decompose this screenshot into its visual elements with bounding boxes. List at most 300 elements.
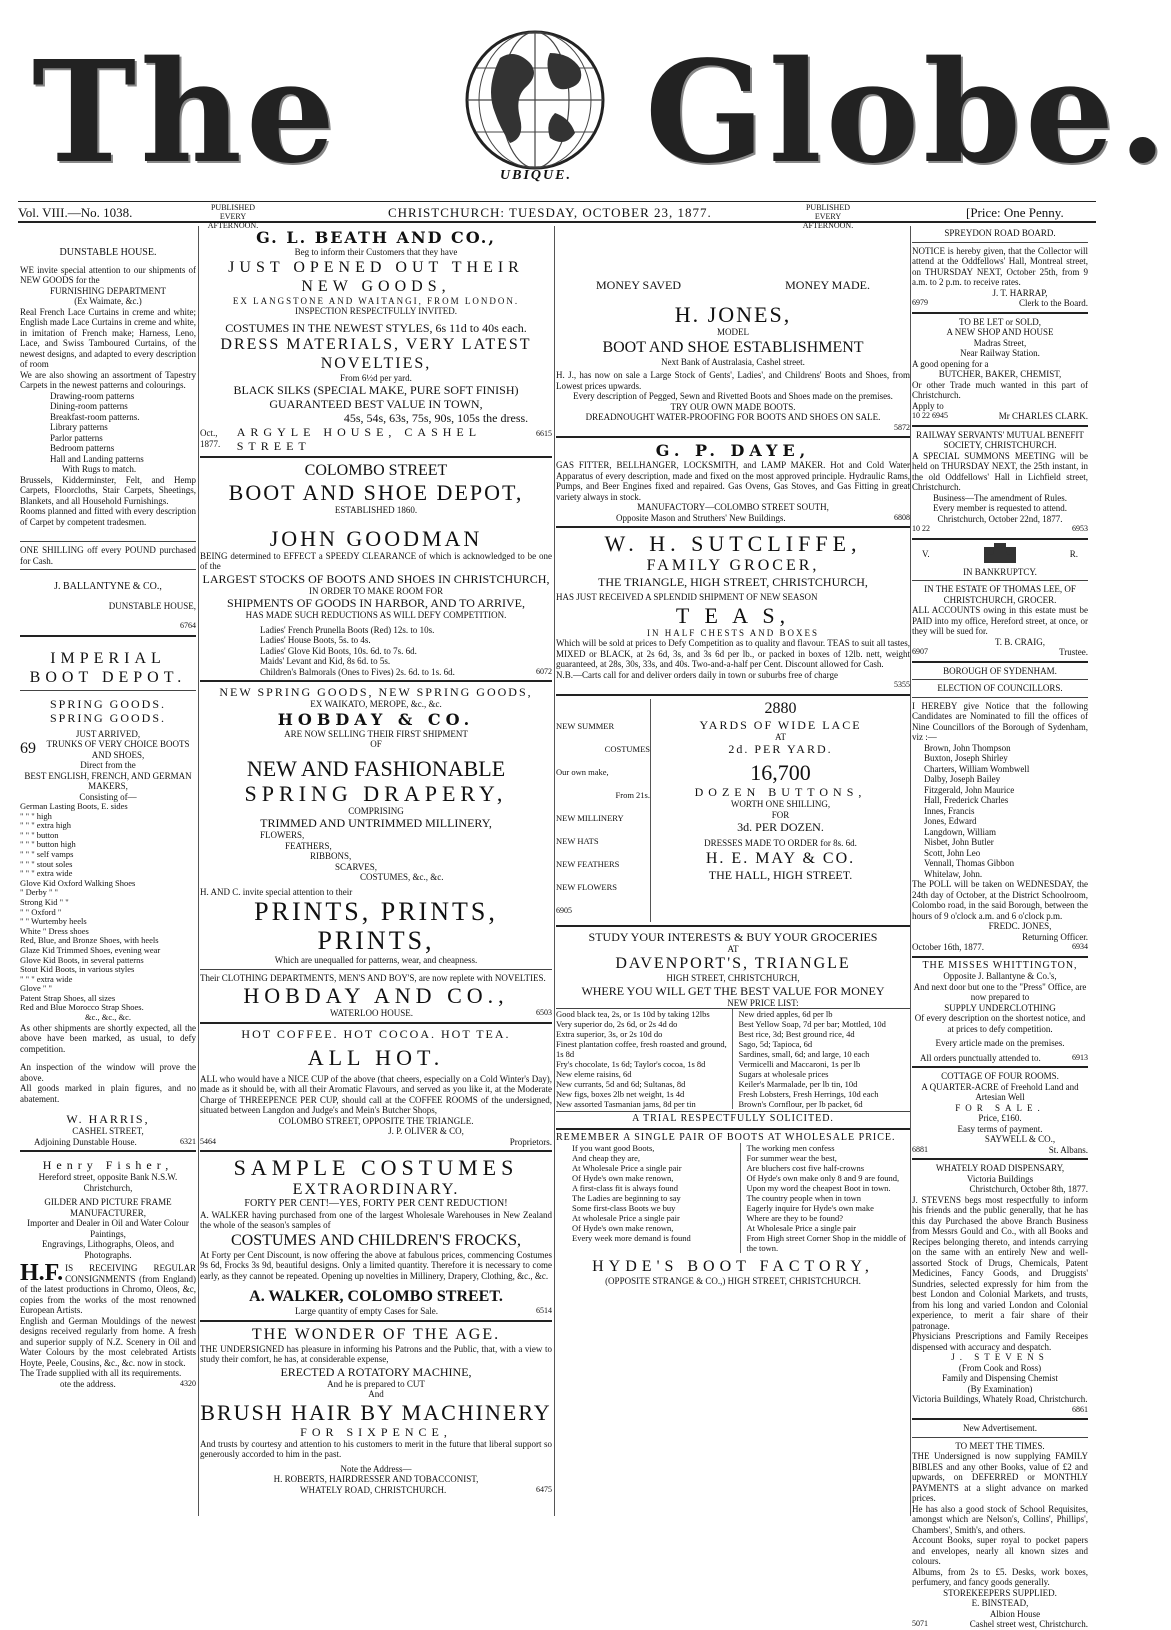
ad-davenport: [556, 930, 910, 1125]
ad-line: Or other Trade much wanted in this part of Christchurch.: [912, 379, 1088, 400]
ad-line: Of every description on the shortest notice, and at prices to defy competition.: [914, 1013, 1086, 1034]
ad-line: INSPECTION RESPECTFULLY INVITED.: [294, 306, 457, 316]
ad-body: At Forty per Cent Discount, is now offering the above at fabulous prices, commencing Costumes 9s 6d, Frocks 3s 9d, beautiful designs. Only a limited quantity. Therefore it is necessary to come early, as they cannot be repeated. Opening up novelties in Millinery, Drapery, Clothing, &c., &c.: [200, 1249, 552, 1281]
verse-line: For summer wear the best,: [746, 1153, 837, 1163]
ad-hyde: [556, 1133, 910, 1287]
divider: [200, 969, 552, 970]
ad-line: Beg to inform their Customers that they have: [294, 247, 458, 257]
ad-line: LARGEST STOCKS OF BOOTS AND SHOES IN CHRISTCHURCH,: [202, 571, 550, 586]
ad-line: (OPPOSITE STRANGE & CO.,) HIGH STREET, CHRISTCHURCH.: [605, 1276, 861, 1286]
ad-title: WHATELY ROAD DISPENSARY,: [935, 1163, 1065, 1173]
list-item: " " " high: [20, 810, 52, 821]
ad-code: 5872: [894, 422, 910, 432]
ad-line: 45s, 54s, 63s, 75s, 90s, 105s the dress.: [343, 411, 529, 425]
ad-line: A QUARTER-ACRE of Freehold Land and Artesian Well: [921, 1081, 1079, 1102]
verse-line: Of Hyde's own make only 8 and 9 are found,: [746, 1173, 900, 1183]
ad-body: A SPECIAL SUMMONS MEETING will be held on THURSDAY NEXT, the 25th instant, in the old Oddfellows' Hall in Lichfield street, Christchurch.: [912, 450, 1088, 492]
ad-headline: SPRING DRAPERY,: [244, 780, 508, 806]
column-4: [912, 228, 1088, 1629]
ad-line: Direct from the: [80, 760, 136, 770]
ad-body: BEING determined to EFFECT a SPEEDY CLEARANCE of which is acknowledged to be one of the: [200, 550, 552, 571]
ad-line: Trustee.: [1059, 647, 1088, 657]
divider: [912, 1158, 1088, 1160]
ad-code: 6321: [180, 1136, 196, 1146]
list-item: Vennall, Thomas Gibbon: [924, 858, 1015, 868]
candidate-list: [912, 743, 1088, 880]
verse-line: If you want good Boots,: [572, 1143, 655, 1153]
list-item: Bedroom patterns: [50, 443, 115, 453]
list-item: Sugars at wholesale prices: [738, 1069, 829, 1079]
column-rule: [910, 226, 911, 1516]
ad-headline: ALL HOT.: [307, 1044, 445, 1070]
ad-line: Importer and Dealer in Oil and Water Colour Paintings,: [27, 1218, 189, 1239]
ad-title: Henry Fisher,: [42, 1158, 174, 1173]
ad-line: WORTH ONE SHILLING,: [730, 799, 831, 809]
verse: [556, 1143, 910, 1253]
ad-line: BUTCHER, BAKER, CHEMIST,: [938, 369, 1062, 379]
ad-line: (From Cook and Ross): [958, 1362, 1042, 1373]
ad-line: Every member is requested to attend.: [933, 503, 1067, 513]
ad-line: CASHEL STREET,: [72, 1126, 144, 1137]
divider: [912, 1066, 1088, 1068]
ad-sutcliffe: [556, 531, 910, 691]
ad-line: FOR: [771, 809, 790, 820]
list-item: Nisbet, John Butler: [924, 837, 994, 847]
list-item: Brown's Cornflour, per lb packet, 6d: [738, 1099, 863, 1109]
ad-code: 5071: [912, 1619, 928, 1628]
divider: [200, 680, 552, 682]
ad-title: SPREYDON ROAD BOARD.: [944, 228, 1056, 238]
price-list: [200, 625, 552, 678]
ad-line: SCARVES,: [335, 861, 378, 872]
ad-headline: SAMPLE COSTUMES: [233, 1155, 519, 1180]
ad-imperial-boot-depot: [20, 649, 196, 1148]
ad-line: And: [368, 1389, 384, 1399]
ad-line: FOR SALE.: [955, 1102, 1045, 1113]
ad-headline: COSTUMES AND CHILDREN'S FROCKS,: [230, 1231, 522, 1249]
divider: [912, 425, 1088, 427]
lace-count: 2880: [764, 699, 797, 717]
list-item: Fitzgerald, John Maurice: [924, 784, 1015, 795]
ad-title: G. P. DAYE,: [655, 441, 811, 460]
ad-line: St. Albans.: [1048, 1144, 1088, 1155]
ad-line: WHATELY ROAD, CHRISTCHURCH.: [300, 1484, 447, 1495]
verse-line: At Wholesale Price a single pair: [572, 1163, 682, 1173]
ad-daye: [556, 441, 910, 523]
ad-code: 6913: [1072, 1052, 1088, 1062]
ad-line: IN ORDER TO MAKE ROOM FOR: [309, 585, 443, 596]
column-2: [200, 228, 552, 1513]
ad-body: Rooms planned and fitted with every description of Carpet by competent tradesmen.: [20, 506, 196, 527]
list-item: New dried apples, 6d per lb: [738, 1009, 833, 1019]
list-item: Maids' Levant and Kid, 8s 6d. to 5s.: [260, 656, 391, 666]
royal-crest-icon: [980, 543, 1020, 567]
divider: [200, 1022, 552, 1024]
divider: [556, 925, 910, 927]
verse-line: Of Hyde's own make renown,: [572, 1173, 674, 1183]
ad-title: IN BANKRUPTCY.: [963, 566, 1037, 577]
ad-line: EX LANGSTONE AND WAITANGI, FROM LONDON.: [232, 295, 520, 306]
divider: [912, 242, 1088, 243]
verse-line: The Ladies are beginning to say: [572, 1193, 681, 1203]
list-item: Ladies' House Boots, 5s. to 4s.: [260, 635, 371, 645]
ad-line: N.B.—Carts call for and deliver orders daily in town or suburbs free of charge: [556, 669, 839, 680]
ad-line: Engravings, Lithographs, Oleos, and Photographs.: [42, 1239, 174, 1260]
ad-line: JUST ARRIVED,: [75, 728, 141, 739]
ad-line: Adjoining Dunstable House.: [34, 1136, 137, 1147]
ad-name: Mr CHARLES CLARK.: [998, 411, 1088, 421]
hf-initials: H.F.: [20, 1260, 64, 1287]
ad-line: Victoria Buildings, Whately Road, Christchurch.: [912, 1394, 1088, 1404]
ad-line: BEST ENGLISH, FRENCH, AND GERMAN MAKERS,: [24, 770, 192, 791]
dateline: [18, 201, 1096, 230]
verse-line: At wholesale Price a single pair: [572, 1213, 680, 1223]
ad-line: STOREKEEPERS SUPPLIED.: [943, 1587, 1057, 1598]
list-item: Breakfast-room patterns.: [50, 411, 140, 422]
ad-line: COSTUMES, &c., &c.: [360, 872, 444, 882]
divider: [20, 1150, 196, 1152]
ad-title: HOBDAY AND CO.,: [243, 983, 509, 1008]
ad-line: MANUFACTORY—COLOMBO STREET SOUTH,: [637, 502, 829, 512]
list-item: Our own make,: [556, 766, 609, 777]
ad-line: A TRIAL RESPECTFULLY SOLICITED.: [556, 1111, 910, 1125]
ad-line: DOZEN BUTTONS,: [694, 785, 867, 799]
ad-code: 6881: [912, 1144, 928, 1154]
list-item: Finest plantation coffee, fresh roasted and ground, 1s 8d: [556, 1039, 727, 1059]
button-count: 16,700: [750, 760, 811, 785]
column-rule: [554, 226, 555, 1516]
ad-body: NOTICE is hereby given, that the Collector will attend at the Oddfellows' Hall, Montreal street, on THURSDAY NEXT, October 25th, from 9 a.m. to 2 p.m. to receive rates.: [912, 245, 1088, 287]
divider: [912, 1418, 1088, 1420]
list-item: Charters, William Wombwell: [924, 763, 1030, 774]
ad-line: AT: [775, 731, 786, 742]
masthead: [20, 18, 1171, 198]
list-item: " Derby " ": [20, 887, 59, 898]
ad-title: TO MEET THE TIMES.: [955, 1440, 1045, 1451]
list-item: White " Dress shoes: [20, 925, 89, 936]
ad-line: COLOMBO STREET: [304, 462, 448, 479]
ad-line: IN THE ESTATE OF THOMAS LEE, OF CHRISTCHURCH, GROCER.: [924, 584, 1076, 605]
ad-firm: H. E. MAY & CO.: [705, 849, 856, 867]
ad-body: GAS FITTER, BELLHANGER, LOCKSMITH, and LAMP MAKER. Hot and Cold Water Apparatus of every description, made and fixed on the most approved principle. Hydraulic Rams, Pumps, and Beer Engines fixed and repaired. Gas Ovens, Gas Stoves, and Gas Fitting in great variety always in stock.: [556, 460, 910, 502]
ad-line: 2d. PER YARD.: [728, 742, 833, 756]
divider: [912, 1437, 1088, 1438]
ad-code: 6953: [1072, 524, 1088, 533]
ad-jones: [556, 278, 910, 433]
list-item: Sago, 5d; Tapioca, 6d: [738, 1039, 813, 1049]
divider: [20, 635, 196, 637]
ad-body: ALL ACCOUNTS owing in this estate must be PAID into my office, Hereford street, at once, or they will be sued for.: [912, 605, 1088, 636]
ad-line: Opposite Mason and Struthers' New Buildings.: [616, 512, 786, 523]
ad-code: 6615: [536, 429, 552, 438]
ad-offer: ONE SHILLING off every POUND purchased for Cash.: [20, 545, 196, 566]
column-3: [556, 228, 910, 1513]
ad-line: Next Bank of Australasia, Cashel street.: [661, 356, 805, 367]
list-item: Keiler's Marmalade, per lb tin, 10d: [738, 1079, 858, 1089]
ad-line: And he is prepared to CUT: [327, 1378, 425, 1389]
ad-body: All goods marked in plain figures, and no abatement.: [20, 1083, 196, 1104]
ad-line: SHIPMENTS OF GOODS IN HARBOR, AND TO ARRIVE,: [227, 596, 525, 610]
ad-line: HIGH STREET, CHRISTCHURCH,: [666, 973, 800, 983]
ad-name: JOHN GOODMAN: [269, 525, 483, 551]
ad-line: FOR SIXPENCE,: [300, 1424, 452, 1439]
list-item: Red and Blue Morocco Strap Shoes.: [20, 1002, 144, 1013]
boot-list: [20, 802, 196, 1023]
ad-subtitle: SPRING GOODS.: [49, 710, 167, 725]
ad-address: ARGYLE HOUSE, CASHEL STREET: [236, 425, 481, 453]
ad-line: Albion House: [989, 1608, 1041, 1619]
verse-line: Some first-class Boots we buy: [572, 1203, 676, 1213]
list-item: " " " stout soles: [20, 858, 73, 869]
list-item: " " " button: [20, 829, 59, 840]
ad-line: Easy terms of payment.: [957, 1123, 1043, 1134]
ad-code: 10 22: [912, 524, 930, 533]
published-note-right: PUBLISHED EVERY AFTERNOON.: [802, 203, 854, 230]
ad-body: A. WALKER having purchased from one of the largest Wholesale Warehouses in New Zealand the whole of the season's samples of: [200, 1209, 552, 1230]
list-item: Innes, Francis: [924, 805, 975, 816]
ad-line: Business—The amendment of Rules.: [933, 492, 1067, 503]
ad-firm: H. ROBERTS, HAIRDRESSER AND TOBACCONIST,: [273, 1474, 479, 1484]
ad-line: Apply to: [912, 400, 944, 411]
list-item: Ladies' Glove Kid Boots, 10s. 6d. to 7s. 6d.: [260, 645, 417, 656]
ad-line: DREADNOUGHT WATER-PROOFING FOR BOOTS AND SHOES ON SALE.: [585, 412, 881, 422]
verse-line: A first-class fit is always found: [572, 1183, 678, 1193]
ad-line: GILDER AND PICTURE FRAME MANUFACTURER,: [44, 1197, 172, 1218]
ad-name: J. STEVENS: [951, 1352, 1049, 1362]
list-item: " " Oxford ": [20, 906, 62, 917]
ad-line: Every article made on the premises.: [935, 1038, 1065, 1048]
ad-line: Opposite J. Ballantyne & Co.'s,: [943, 971, 1057, 981]
ad-body: The Trade supplied with all its requirements.: [20, 1368, 182, 1379]
ad-code: 4320: [180, 1378, 196, 1388]
ad-body: Which will be sold at prices to Defy Competition as to quality and flavour. TEAS to suit all tastes, MIXED or BLACK, at 2s 6d, 3s, and 3s 6d per lb., or packed in boxes of 12lb. nett, weight guaranteed, at 28s, 30s, 33s, and 40s. Two-and-a-half per Cent. Discount allowed for Cash.: [556, 638, 910, 669]
list-item: Vermicelli and Maccaroni, 1s per lb: [738, 1059, 861, 1069]
verse-line: At Wholesale Price a single pair: [746, 1223, 857, 1233]
ad-code: 10 22 6945: [912, 411, 948, 420]
ad-line: Victoria Buildings: [966, 1173, 1034, 1184]
ad-whittington: [912, 961, 1088, 1064]
ad-title: RAILWAY SERVANTS' MUTUAL BENEFIT SOCIETY, CHRISTCHURCH.: [916, 429, 1084, 450]
list-item: Ladies' French Prunella Boots (Red) 12s. to 10s.: [260, 624, 435, 635]
list-item: Strong Kid " ": [20, 896, 69, 907]
ad-line: ELECTION OF COUNCILLORS.: [937, 683, 1063, 693]
ad-line: Clerk to the Board.: [1019, 298, 1088, 308]
list-item: " " " extra wide: [20, 868, 73, 879]
list-item: New figs, boxes 2lb net weight, 1s 4d: [556, 1089, 685, 1099]
ad-spreydon: [912, 228, 1088, 309]
ad-line: FEATHERS,: [285, 840, 332, 851]
ad-line: Note the Address—: [340, 1463, 412, 1474]
ad-body: Albums, from 2s to £5. Desks, work boxes, perfumery, and fancy goods generally.: [912, 1566, 1088, 1587]
divider: [20, 541, 196, 542]
ad-line: Proprietors.: [509, 1136, 552, 1147]
ad-line: WHERE YOU WILL GET THE BEST VALUE FOR MONEY: [581, 983, 885, 998]
ad-line: ERECTED A ROTATORY MACHINE,: [280, 1364, 472, 1379]
ad-stevens: [912, 1163, 1088, 1415]
list-item: " " " extra wide: [20, 973, 73, 984]
ad-line: YARDS OF WIDE LACE: [699, 717, 862, 732]
ad-title: BOOT AND SHOE DEPOT,: [228, 480, 524, 505]
ad-ship: (Ex Waimate, &c.): [74, 296, 142, 306]
ad-line: MODEL: [717, 327, 749, 337]
ad-line: Madras Street,: [973, 337, 1027, 348]
ad-title: BOOT DEPOT.: [29, 668, 187, 686]
ad-code: 6861: [1072, 1404, 1088, 1414]
list-item: German Lasting Boots, E. sides: [20, 801, 128, 811]
ad-line: R.: [1069, 549, 1078, 560]
ad-line: FORTY PER CENT!—YES, FORTY PER CENT REDUCTION!: [244, 1198, 508, 1209]
ad-title: DUNSTABLE HOUSE.: [59, 247, 157, 258]
divider: [912, 538, 1088, 540]
published-note-left: PUBLISHED EVERY AFTERNOON.: [207, 203, 259, 230]
ad-line: (By Examination): [967, 1383, 1033, 1394]
list-item: Fresh Lobsters, Fresh Herrings, 10d each: [738, 1089, 879, 1099]
ad-body: I HEREBY give Notice that the following Candidates are Nominated to fill the offices of Nine Councillors of the Borough of Sydenham, viz :—: [912, 700, 1088, 742]
ad-line: AT: [727, 943, 739, 954]
ad-headline: REMEMBER A SINGLE PAIR OF BOOTS AT WHOLESALE PRICE.: [556, 1131, 896, 1143]
list-item: New eleme raisins, 6d: [556, 1069, 632, 1079]
divider: [556, 526, 910, 528]
ad-body: J. STEVENS begs most respectfully to inform his friends and the public generally, that he has this day Purchased the above Branch Business from Messrs Gould and Co., with all Books and Recipes belonging thereto, and intends carrying on the same with an entirely New and well-assorted Stock of Drugs, Chemicals, Patent Medicines, Fancy Goods, and Druggists' Sundries, selected expressly for him from the best London and Colonial Markets, and trusts, from his long and varied London and Colonial experience, to merit a fair share of their patronage.: [912, 1194, 1088, 1331]
ad-line: All orders punctually attended to.: [920, 1052, 1041, 1063]
ad-line: EX WAIKATO, MEROPE, &c., &c.: [310, 699, 442, 709]
verse-line: And cheap they are,: [572, 1153, 640, 1163]
ad-title: G. L. BEATH AND CO.,: [256, 228, 496, 247]
ad-line: FLOWERS,: [260, 830, 305, 840]
ad-line: V.: [922, 549, 930, 560]
divider: [912, 580, 1088, 581]
ad-line: Hereford street, opposite Bank N.S.W. Christchurch,: [38, 1172, 178, 1193]
ad-body: As other shipments are shortly expected, all the above have been marked, as usual, to defy competition.: [20, 1022, 196, 1054]
list-item: From 21s.: [615, 789, 650, 800]
ad-roberts: [200, 1325, 552, 1496]
list-item: Hall, Frederick Charles: [924, 795, 1009, 805]
ad-title: BOROUGH OF SYDENHAM.: [943, 665, 1057, 676]
ad-line: Christchurch, October 22nd, 1877.: [937, 513, 1063, 524]
ad-line: Consisting of—: [79, 791, 137, 802]
list-item: Scott, John Leo: [924, 847, 981, 858]
ad-headline: NEW SPRING GOODS, NEW SPRING GOODS,: [219, 685, 533, 699]
masthead-title-left: The: [32, 31, 340, 195]
ad-line: FAMILY GROCER,: [646, 557, 820, 574]
list-item: Very superior do, 2s 6d, or 2s 4d do: [556, 1019, 678, 1029]
ad-date: Oct., 1877.: [200, 428, 221, 449]
verse-line: The country people when in town: [746, 1193, 861, 1203]
divider: [912, 956, 1088, 958]
ad-body: Account Books, super royal to pocket papers and envelopes, nearly all known sizes and colours.: [912, 1535, 1088, 1566]
list-item: NEW HATS: [556, 835, 599, 846]
list-item: Brown, John Thompson: [924, 742, 1011, 753]
list-item: Jones, Edward: [924, 816, 977, 826]
ad-line: A NEW SHOP AND HOUSE: [946, 327, 1054, 337]
ad-line: TRY OUR OWN MADE BOOTS.: [670, 401, 796, 412]
ad-firm: J. P. OLIVER & CO,: [388, 1126, 464, 1136]
verse-line: Are bluchers cost five half-crowns: [746, 1163, 865, 1173]
ad-body: Real French Lace Curtains in creme and white; English made Lace Curtains in creme and white, in imitation of French make; Harness, Leno, Lace, and Swiss Tamboured Curtains, of the newest designs, and adapted to every description of room: [20, 306, 196, 369]
ad-name: T. B. CRAIG,: [994, 636, 1046, 647]
list-item: Best rice, 3d; Best ground rice, 4d: [738, 1029, 855, 1039]
ad-code: 6072: [536, 666, 552, 676]
ad-line: A good opening for a: [912, 358, 989, 369]
list-item: Library patterns: [50, 422, 108, 432]
ad-code: 6934: [1072, 942, 1088, 951]
list-item: COSTUMES: [604, 743, 650, 754]
verse-line: From High street Corner Shop in the middle of the town.: [746, 1233, 907, 1253]
ad-line: MONEY MADE.: [785, 278, 870, 292]
divider: [912, 697, 1088, 698]
list-item: Patent Strap Shoes, all sizes: [20, 992, 116, 1003]
verse-line: The working men confess: [746, 1143, 835, 1153]
ad-body: H. J., has now on sale a Large Stock of Gents', Ladies', and Childrens' Boots and Shoes, from Lowest prices upwards.: [556, 370, 910, 391]
ad-body: THE Undersigned is now supplying FAMILY BIBLES and any other Books, value of £2 and upwards, on DEFERRED or MONTHLY PAYMENTS at a slight advance on marked prices.: [912, 1451, 1088, 1503]
ad-headline: DRESS MATERIALS, VERY LATEST NOVELTIES,: [220, 335, 532, 372]
list-item: Good black tea, 2s, or 1s 10d by taking 12lbs: [556, 1009, 710, 1019]
divider: [200, 1150, 552, 1152]
list-item: Extra superior, 3s, or 2s 10d do: [556, 1029, 663, 1039]
ad-title: COTTAGE OF FOUR ROOMS.: [941, 1071, 1059, 1081]
ad-line: Price, £160.: [978, 1113, 1022, 1123]
ad-headline: T E A S,: [675, 602, 791, 628]
ad-title: IMPERIAL: [50, 649, 166, 667]
divider: [912, 679, 1088, 680]
may-right: [651, 699, 910, 922]
divider: [200, 1320, 552, 1322]
ad-body: IS RECEIVING REGULAR CONSIGNMENTS (from England) of the latest productions in Chromo, Oleos, &c, copies from the works of the most renowned European Artists.: [20, 1263, 196, 1316]
place-date: CHRISTCHURCH: TUESDAY, OCTOBER 23, 1877.: [388, 205, 712, 220]
ad-line: OF: [370, 739, 382, 749]
divider: [556, 436, 910, 438]
ad-code: 6764: [180, 621, 196, 630]
list-item: New assorted Tasmanian jams, 8d per tin: [556, 1099, 696, 1109]
ad-body: Brussels, Kidderminster, Felt, and Hemp Carpets, Floorcloths, Stair Carpets, Sheetings, Blankets, and all Household Furnishings.: [20, 474, 196, 506]
ad-code: 6503: [536, 1008, 552, 1017]
ad-cottage: [912, 1071, 1088, 1155]
ad-line: ote the address.: [60, 1378, 116, 1389]
masthead-title-right: Globe.: [645, 31, 1171, 195]
ad-line: Near Railway Station.: [960, 348, 1040, 358]
ad-code: 6475: [536, 1484, 552, 1494]
column-1: [20, 228, 196, 1513]
divider: [556, 1128, 910, 1130]
ad-line: TRUNKS OF VERY CHOICE BOOTS AND SHOES,: [46, 739, 190, 760]
price-list: [556, 1008, 910, 1109]
list-item: " " " self vamps: [20, 848, 74, 859]
ad-line: THE TRIANGLE, HIGH STREET, CHRISTCHURCH,: [598, 575, 868, 589]
list-item: Buxton, Joseph Shirley: [924, 753, 1008, 763]
list-item: With Rugs to match.: [62, 464, 137, 474]
ad-walker: [200, 1155, 552, 1317]
ad-line: Cashel street west, Christchurch.: [969, 1619, 1088, 1629]
ad-firm: A. WALKER, COLOMBO STREET.: [249, 1288, 503, 1305]
list-item: Drawing-room patterns: [50, 390, 135, 401]
ad-headline: STUDY YOUR INTERESTS & BUY YOUR GROCERIES: [588, 929, 878, 944]
ad-headline: EXTRAORDINARY.: [292, 1181, 460, 1198]
list-item: Stout Kid Boots, in various styles: [20, 964, 135, 975]
ad-code: 6514: [536, 1306, 552, 1315]
masthead-motto: UBIQUE.: [500, 168, 572, 183]
ad-firm: HYDE'S BOOT FACTORY,: [592, 1258, 874, 1275]
ad-line: COLOMBO STREET, OPPOSITE THE TRIANGLE.: [278, 1115, 474, 1126]
ad-may: [556, 699, 910, 922]
ad-title: TO BE LET or SOLD,: [959, 316, 1041, 327]
ad-body: He has also a good stock of School Requisites, amongst which are Nelson's, Collins', Phillips', Chambers', Smith's, and others.: [912, 1503, 1088, 1535]
list-item: NEW MILLINERY: [556, 812, 624, 823]
ad-name: W. H. SUTCLIFFE,: [604, 531, 862, 556]
list-item: New currants, 5d and 6d; Sultanas, 8d: [556, 1079, 686, 1089]
verse-line: Every week more demand is found: [572, 1233, 691, 1243]
ad-binstead: [912, 1423, 1088, 1630]
ad-date: October 16th, 1877.: [912, 942, 984, 952]
